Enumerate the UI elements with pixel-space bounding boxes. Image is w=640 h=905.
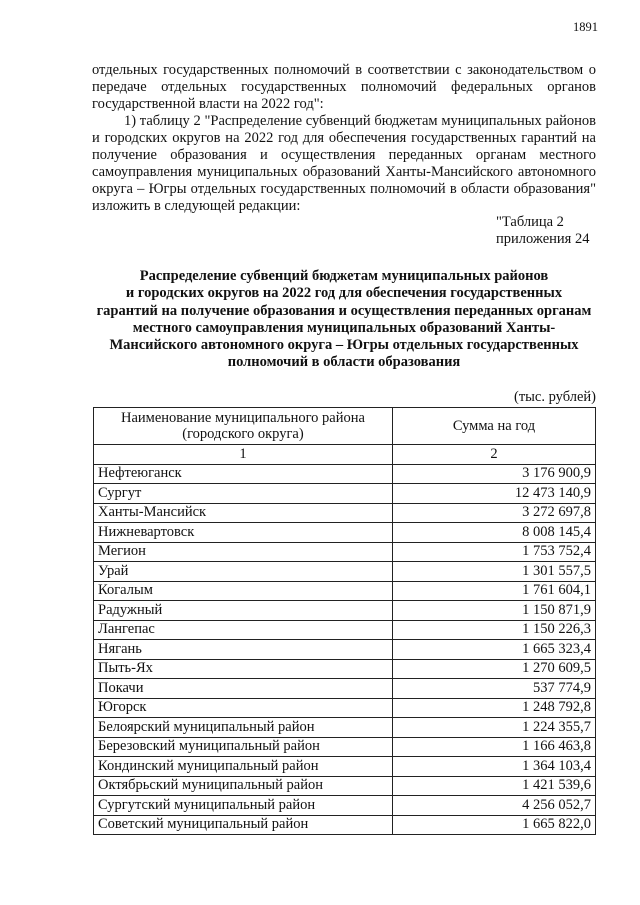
- row-name: Югорск: [94, 698, 393, 718]
- table-row: [94, 815, 596, 835]
- row-name: Советский муниципальный район: [94, 815, 393, 835]
- column-number: 2: [392, 445, 595, 465]
- row-value: 3 272 697,8: [392, 503, 595, 523]
- table-row: [94, 562, 596, 582]
- body-text: [92, 62, 596, 215]
- table-row: [94, 757, 596, 777]
- table-row: [94, 737, 596, 757]
- row-name: Мегион: [94, 542, 393, 562]
- row-value: 1 270 609,5: [392, 659, 595, 679]
- table-reference: [496, 214, 589, 248]
- row-value: 1 761 604,1: [392, 581, 595, 601]
- table-row: [94, 581, 596, 601]
- row-value: 3 176 900,9: [392, 464, 595, 484]
- row-name: Урай: [94, 562, 393, 582]
- column-number: 1: [94, 445, 393, 465]
- row-value: 8 008 145,4: [392, 523, 595, 543]
- paragraph-amendment: 1) таблицу 2 "Распределение субвенций бюджетам муниципальных районов и городских округов на 2022 год для обеспечения государственных гарантий на получение образования и осуществления переданных органам местного самоуправления муниципальных образований Ханты-Мансийского автономного округа – Югры отдельных государственных полномочий в области образования" изложить в следующей редакции:: [92, 113, 596, 214]
- row-value: 1 665 822,0: [392, 815, 595, 835]
- header-sum: Сумма на год: [392, 408, 595, 445]
- units-label: (тыс. рублей): [514, 389, 596, 405]
- row-name: Березовский муниципальный район: [94, 737, 393, 757]
- row-value: 1 301 557,5: [392, 562, 595, 582]
- row-value: 1 224 355,7: [392, 718, 595, 738]
- row-name: Сургут: [94, 484, 393, 504]
- row-name: Нижневартовск: [94, 523, 393, 543]
- row-name: Ханты-Мансийск: [94, 503, 393, 523]
- column-number-row: [94, 445, 596, 465]
- title-line: гарантий на получение образования и осуществления переданных органам: [96, 302, 592, 319]
- row-name: Сургутский муниципальный район: [94, 796, 393, 816]
- table-reference-line: "Таблица 2: [496, 214, 564, 230]
- row-name: Кондинский муниципальный район: [94, 757, 393, 777]
- title-line: и городских округов на 2022 год для обеспечения государственных: [125, 285, 563, 302]
- row-value: 1 150 226,3: [392, 620, 595, 640]
- table-header-row: [94, 408, 596, 445]
- row-value: 12 473 140,9: [392, 484, 595, 504]
- paragraph-continuation: отдельных государственных полномочий в соответствии с законодательством о передаче отдельных государственных полномочий федеральных органов государственной власти на 2022 год":: [92, 62, 596, 112]
- row-value: 1 421 539,6: [392, 776, 595, 796]
- title-line: Мансийского автономного округа – Югры отдельных государственных: [109, 337, 579, 354]
- table-row: [94, 620, 596, 640]
- table-row: [94, 523, 596, 543]
- table-reference-line: приложения 24: [496, 231, 590, 247]
- table-row: [94, 464, 596, 484]
- row-value: 1 753 752,4: [392, 542, 595, 562]
- row-name: Октябрьский муниципальный район: [94, 776, 393, 796]
- header-name: [94, 408, 393, 445]
- table-row: [94, 659, 596, 679]
- table-row: [94, 698, 596, 718]
- row-name: Радужный: [94, 601, 393, 621]
- table-title: [92, 268, 596, 372]
- row-name: Нягань: [94, 640, 393, 660]
- table-row: [94, 640, 596, 660]
- table-row: [94, 718, 596, 738]
- row-value: 1 364 103,4: [392, 757, 595, 777]
- table-row: [94, 679, 596, 699]
- row-name: Лангепас: [94, 620, 393, 640]
- row-value: 537 774,9: [392, 679, 595, 699]
- row-name: Пыть-Ях: [94, 659, 393, 679]
- row-value: 4 256 052,7: [392, 796, 595, 816]
- header-name-line: (городского округа): [182, 426, 304, 442]
- row-value: 1 665 323,4: [392, 640, 595, 660]
- title-line: Распределение субвенций бюджетам муниципальных районов: [139, 268, 549, 284]
- header-name-line: Наименование муниципального района: [120, 410, 365, 426]
- table-row: [94, 796, 596, 816]
- title-line: местного самоуправления муниципальных образований Ханты-: [132, 319, 556, 336]
- table-row: [94, 484, 596, 504]
- row-name: Покачи: [94, 679, 393, 699]
- row-value: 1 150 871,9: [392, 601, 595, 621]
- table-row: [94, 601, 596, 621]
- row-name: Нефтеюганск: [94, 464, 393, 484]
- row-name: Когалым: [94, 581, 393, 601]
- table-row: [94, 776, 596, 796]
- row-value: 1 248 792,8: [392, 698, 595, 718]
- page-number: 1891: [573, 20, 598, 34]
- table-row: [94, 503, 596, 523]
- title-line: полномочий в области образования: [227, 354, 461, 371]
- table-row: [94, 542, 596, 562]
- subvention-table: [93, 407, 596, 835]
- row-name: Белоярский муниципальный район: [94, 718, 393, 738]
- row-value: 1 166 463,8: [392, 737, 595, 757]
